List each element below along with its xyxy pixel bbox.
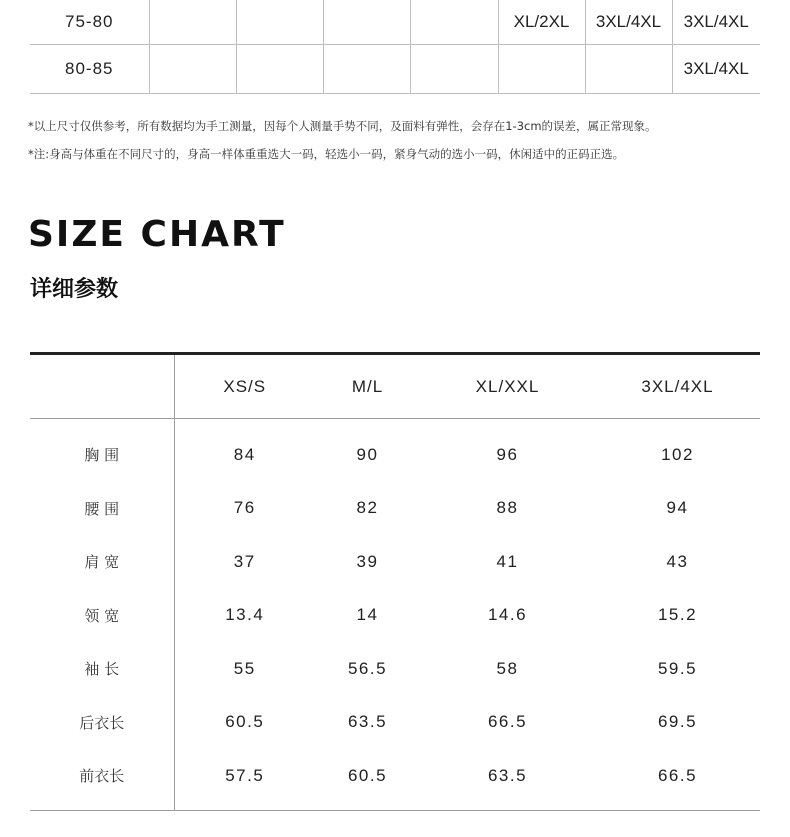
size-cell bbox=[236, 0, 323, 45]
measurement-value: 60.5 bbox=[347, 765, 388, 785]
measurement-value: 39 bbox=[356, 551, 379, 571]
size-chart-table bbox=[30, 352, 760, 811]
measurement-value: 41 bbox=[496, 551, 519, 571]
measurement-value: 90 bbox=[356, 444, 379, 464]
measurement-value: 96 bbox=[496, 444, 519, 464]
column-header: XL/XXL bbox=[420, 354, 595, 419]
measurement-value: 55 bbox=[233, 658, 256, 678]
measurement-value: 56.5 bbox=[347, 658, 388, 678]
measurement-value: 58 bbox=[496, 658, 519, 678]
column-header: M/L bbox=[315, 354, 420, 419]
note-line: *注:身高与体重在不同尺寸的，身高一样体重重选大一码，轻选小一码，紧身气动的选小一码，休闲适中的正码正选。 bbox=[28, 147, 625, 161]
measurement-label: 腰 围 bbox=[30, 482, 174, 536]
measurement-value: 43 bbox=[666, 551, 689, 571]
measurement-label: 后衣长 bbox=[30, 696, 174, 750]
measurement-label: 胸 围 bbox=[30, 419, 174, 482]
measurement-value: 13.4 bbox=[225, 605, 265, 625]
measurement-label: 前衣长 bbox=[30, 749, 174, 810]
measurement-value: 84 bbox=[233, 444, 256, 464]
column-header: XS/S bbox=[174, 354, 315, 419]
table-row bbox=[30, 419, 760, 482]
size-cell bbox=[498, 45, 585, 94]
table-row bbox=[30, 696, 760, 750]
measurement-value: 59.5 bbox=[657, 658, 698, 678]
size-cell bbox=[236, 45, 323, 94]
note-line: *以上尺寸仅供参考，所有数据均为手工测量，因每个人测量手势不同，及面料有弹性，会存在1-3cm的误差，属正常现象。 bbox=[28, 119, 657, 133]
measurement-label: 领 宽 bbox=[30, 589, 174, 643]
measurement-label: 肩 宽 bbox=[30, 535, 174, 589]
page-title: SIZE CHART bbox=[28, 214, 286, 255]
size-cell: XL/2XL bbox=[498, 0, 585, 45]
column-header: 3XL/4XL bbox=[595, 354, 760, 419]
weight-range-cell: 75-80 bbox=[30, 0, 149, 45]
measurement-value: 66.5 bbox=[657, 765, 698, 785]
size-cell: 3XL/4XL bbox=[672, 45, 760, 94]
table-row bbox=[30, 535, 760, 589]
measurement-value: 57.5 bbox=[225, 765, 265, 785]
weight-range-cell: 80-85 bbox=[30, 45, 149, 94]
size-recommendation-table bbox=[30, 0, 760, 94]
measurement-label: 袖 长 bbox=[30, 642, 174, 696]
table-row bbox=[30, 45, 760, 94]
measurement-value: 69.5 bbox=[657, 712, 698, 732]
measurement-value: 66.5 bbox=[487, 712, 528, 732]
measurement-value: 94 bbox=[666, 498, 689, 518]
measurement-value: 14 bbox=[356, 605, 379, 625]
size-cell bbox=[410, 0, 498, 45]
size-cell bbox=[323, 0, 410, 45]
size-cell bbox=[410, 45, 498, 94]
measurement-value: 102 bbox=[661, 444, 694, 464]
measurement-value: 76 bbox=[233, 498, 256, 518]
column-header bbox=[30, 354, 174, 419]
measurement-value: 63.5 bbox=[347, 712, 388, 732]
table-row bbox=[30, 589, 760, 643]
measurement-value: 60.5 bbox=[225, 712, 265, 732]
size-cell bbox=[149, 0, 236, 45]
measurement-notes bbox=[28, 118, 768, 174]
measurement-value: 37 bbox=[233, 551, 256, 571]
measurement-value: 63.5 bbox=[487, 765, 528, 785]
size-cell bbox=[149, 45, 236, 94]
table-row bbox=[30, 642, 760, 696]
size-cell: 3XL/4XL bbox=[672, 0, 760, 45]
measurement-value: 15.2 bbox=[657, 605, 698, 625]
table-header-row bbox=[30, 354, 760, 419]
table-row bbox=[30, 482, 760, 536]
table-row bbox=[30, 749, 760, 810]
size-cell bbox=[323, 45, 410, 94]
table-row bbox=[30, 0, 760, 45]
measurement-value: 88 bbox=[496, 498, 519, 518]
size-cell bbox=[585, 45, 672, 94]
measurement-value: 82 bbox=[356, 498, 379, 518]
size-cell: 3XL/4XL bbox=[585, 0, 672, 45]
page-subtitle: 详细参数 bbox=[30, 277, 119, 302]
measurement-value: 14.6 bbox=[487, 605, 528, 625]
